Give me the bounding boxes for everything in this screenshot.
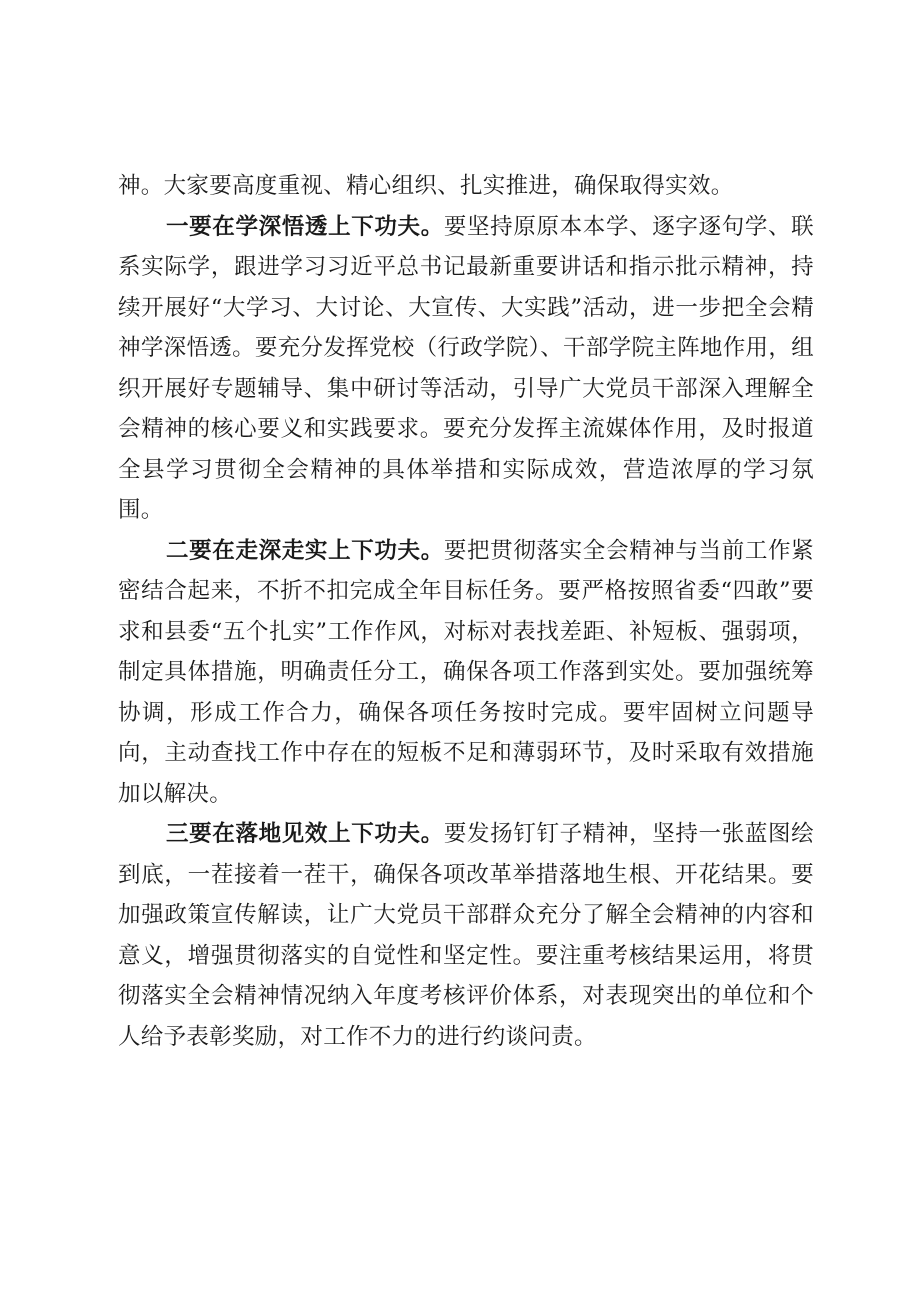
- document-page: [118, 166, 814, 1057]
- paragraph-body: 神。大家要高度重视、精心组织、扎实推进，确保取得实效。: [118, 173, 734, 199]
- paragraph-body: 要发扬钉钉子精神，坚持一张蓝图绘到底，一茬接着一茬干，确保各项改革举措落地生根、开花结果。要加强政策宣传解读，让广大党员干部群众充分了解全会精神的内容和意义，增强贯彻落实的自觉性和坚定性。要注重考核结果运用，将贯彻落实全会精神情况纳入年度考核评价体系，对表现突出的单位和个人给予表彰奖励，对工作不力的进行约谈问责。: [118, 821, 814, 1050]
- paragraph-heading: 二要在走深走实上下功夫。: [166, 537, 444, 564]
- paragraph-point-three: [118, 814, 814, 1057]
- paragraph-point-one: [118, 207, 814, 531]
- paragraph-point-two: [118, 531, 814, 815]
- paragraph-continuation: [118, 166, 814, 207]
- paragraph-heading: 三要在落地见效上下功夫。: [166, 821, 444, 847]
- paragraph-heading: 一要在学深悟透上下功夫。: [166, 213, 444, 240]
- paragraph-body: 要坚持原原本本学、逐字逐句学、联系实际学，跟进学习习近平总书记最新重要讲话和指示批示精神，持续开展好“大学习、大讨论、大宣传、大实践”活动，进一步把全会精神学深悟透。要充分发挥党校（行政学院）、干部学院主阵地作用，组织开展好专题辅导、集中研讨等活动，引导广大党员干部深入理解全会精神的核心要义和实践要求。要充分发挥主流媒体作用，及时报道全县学习贯彻全会精神的具体举措和实际成效，营造浓厚的学习氛围。: [118, 213, 814, 523]
- paragraph-body: 要把贯彻落实全会精神与当前工作紧密结合起来，不折不扣完成全年目标任务。要严格按照省委“四敢”要求和县委“五个扎实”工作作风，对标对表找差距、补短板、强弱项，制定具体措施，明确责任分工，确保各项工作落到实处。要加强统筹协调，形成工作合力，确保各项任务按时完成。要牢固树立问题导向，主动查找工作中存在的短板不足和薄弱环节，及时采取有效措施加以解决。: [118, 537, 814, 807]
